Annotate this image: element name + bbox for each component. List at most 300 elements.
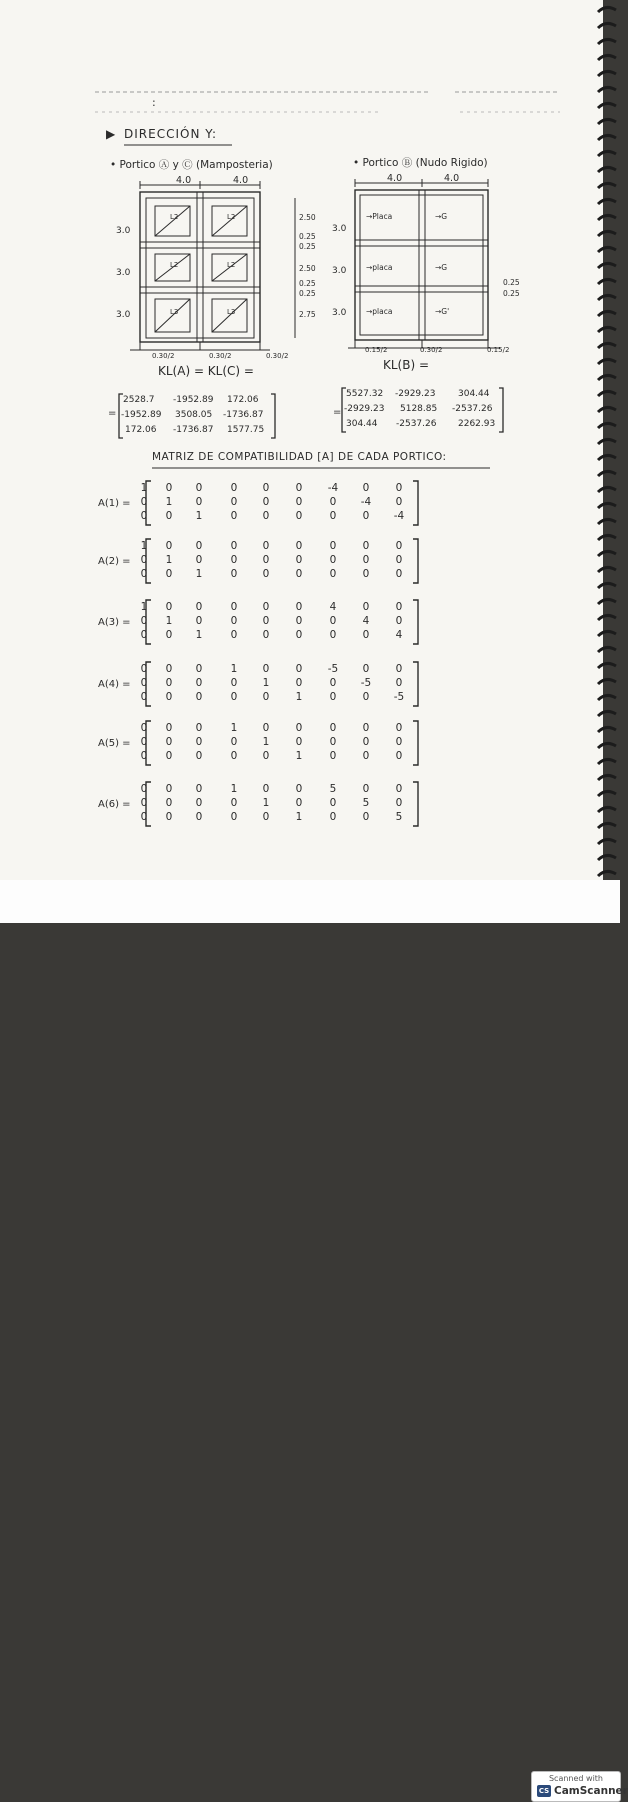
- matrix-cell: 0: [195, 750, 203, 762]
- matrix-cell: 0: [395, 568, 403, 580]
- k-right-cell: -2929.23: [344, 404, 385, 414]
- matrix-cell: 0: [295, 629, 303, 641]
- heading-arrow-icon: ▶: [106, 127, 116, 141]
- left-height-dim-1: 3.0: [116, 226, 131, 236]
- spiral-coil: [598, 151, 616, 156]
- left-bottom-dim-2: 0.30/2: [209, 352, 232, 360]
- matrix-cell: 1: [230, 783, 238, 795]
- matrix-cell: 1: [230, 722, 238, 734]
- matrix-cell: 0: [362, 554, 370, 566]
- matrix-label: A(2) =: [98, 556, 131, 567]
- left-frame-caption: • Portico Ⓐ y Ⓒ (Mamposteria): [110, 159, 273, 171]
- matrix-cell: 0: [165, 482, 173, 494]
- matrix-cell: 0: [165, 568, 173, 580]
- matrix-cell: 0: [140, 736, 148, 748]
- spiral-coil: [598, 199, 616, 204]
- matrix-cell: 1: [165, 496, 173, 508]
- matrix-cell: 0: [262, 568, 270, 580]
- matrix-cell: 0: [195, 554, 203, 566]
- k-right-cell: -2537.26: [396, 419, 437, 429]
- matrix-cell: 0: [165, 510, 173, 522]
- matrix-cell: 0: [395, 496, 403, 508]
- matrix-label: A(5) =: [98, 738, 131, 749]
- k-left-cell: -1952.89: [121, 410, 162, 420]
- matrix-cell: 0: [140, 629, 148, 641]
- matrix-cell: 0: [230, 496, 238, 508]
- left-panel-label-4: L2: [227, 261, 236, 269]
- left-panel-label-6: L3: [227, 308, 236, 316]
- matrix-cell: -5: [393, 691, 405, 703]
- matrix-cell: 0: [295, 601, 303, 613]
- spiral-coil: [598, 551, 616, 556]
- spiral-coil: [598, 343, 616, 348]
- watermark-line2: CamScanner: [554, 1785, 628, 1797]
- right-panel-label-1: →Placa: [366, 212, 393, 221]
- matrix-cell: 0: [140, 554, 148, 566]
- left-right-dim-3: 0.25: [299, 242, 316, 251]
- matrix-cell: 0: [230, 629, 238, 641]
- spiral-coil: [598, 23, 616, 28]
- spiral-coil: [598, 87, 616, 92]
- spiral-coil: [598, 455, 616, 460]
- margin-marker: :: [152, 96, 156, 109]
- spiral-coil: [598, 439, 616, 444]
- k-right-cell: 5128.85: [400, 404, 438, 414]
- spiral-coil: [598, 247, 616, 252]
- spiral-coil: [598, 711, 616, 716]
- spiral-coil: [598, 263, 616, 268]
- matrix-cell: 0: [295, 615, 303, 627]
- matrix-cell: -4: [393, 510, 405, 522]
- right-right-dim-2: 0.25: [503, 289, 520, 298]
- matrix-cell: 0: [329, 496, 337, 508]
- spiral-coil: [598, 871, 616, 876]
- matrix-cell: 0: [262, 540, 270, 552]
- matrix-cell: 0: [195, 811, 203, 823]
- matrix-label: A(1) =: [98, 498, 131, 509]
- left-right-dim-1: 2.50: [299, 213, 316, 222]
- matrix-cell: 0: [195, 691, 203, 703]
- left-bottom-dim-3: 0.30/2: [266, 352, 289, 360]
- matrix-cell: 0: [362, 482, 370, 494]
- matrix-cell: 0: [362, 736, 370, 748]
- left-panel-label-2: L2: [227, 213, 236, 221]
- k-left-cell: -1736.87: [173, 425, 214, 435]
- left-frame-diagram: [100, 170, 315, 370]
- matrix-cell: 0: [362, 629, 370, 641]
- matrix-cell: 0: [329, 677, 337, 689]
- matrix-cell: 1: [262, 677, 270, 689]
- matrix-cell: 0: [262, 783, 270, 795]
- matrix-cell: 0: [395, 783, 403, 795]
- matrix-cell: 0: [195, 722, 203, 734]
- right-height-dim-3: 3.0: [332, 308, 347, 318]
- spiral-coil: [598, 695, 616, 700]
- left-top-dim-2: 4.0: [233, 175, 249, 186]
- matrix-cell: 0: [329, 736, 337, 748]
- k-right-cell: 304.44: [458, 389, 490, 399]
- spiral-coil: [598, 471, 616, 476]
- matrix-cell: 0: [262, 722, 270, 734]
- spiral-coil: [598, 167, 616, 172]
- left-right-dim-6: 0.25: [299, 289, 316, 298]
- matrix-cell: 0: [230, 736, 238, 748]
- matrix-cell: 0: [262, 811, 270, 823]
- spiral-coil: [598, 775, 616, 780]
- matrix-cell: 0: [329, 722, 337, 734]
- matrix-cell: 0: [262, 510, 270, 522]
- matrix-cell: 1: [295, 750, 303, 762]
- matrix-cell: 0: [230, 677, 238, 689]
- spiral-coil: [598, 535, 616, 540]
- matrix-cell: 0: [295, 510, 303, 522]
- spiral-coil: [598, 567, 616, 572]
- matrix-cell: 5: [362, 797, 370, 809]
- matrix-a-2: [0, 536, 440, 586]
- matrix-cell: 0: [195, 677, 203, 689]
- matrix-cell: 0: [195, 663, 203, 675]
- right-bottom-dim-2: 0.30/2: [420, 346, 443, 354]
- left-panel-label-5: L3: [170, 308, 179, 316]
- matrix-cell: 0: [329, 615, 337, 627]
- spiral-coil: [598, 311, 616, 316]
- spiral-coil: [598, 519, 616, 524]
- matrix-cell: 0: [195, 615, 203, 627]
- matrix-cell: 0: [395, 677, 403, 689]
- matrix-cell: 0: [329, 568, 337, 580]
- spiral-coil: [598, 503, 616, 508]
- spiral-coil: [598, 71, 616, 76]
- k-right-cell: -2537.26: [452, 404, 493, 414]
- matrix-cell: 0: [195, 496, 203, 508]
- spiral-coil: [598, 423, 616, 428]
- spiral-coil: [598, 823, 616, 828]
- matrix-cell: 0: [140, 568, 148, 580]
- k-right-matrix: [340, 386, 505, 434]
- compatibility-title: MATRIZ DE COMPATIBILIDAD [A] DE CADA PORTICO:: [152, 451, 447, 463]
- k-left-cell: 1577.75: [227, 425, 265, 435]
- k-left-cell: -1736.87: [223, 410, 264, 420]
- left-right-dim-4: 2.50: [299, 264, 316, 273]
- matrix-cell: 0: [329, 540, 337, 552]
- right-bottom-dim-1: 0.15/2: [365, 346, 388, 354]
- matrix-cell: 0: [362, 540, 370, 552]
- matrix-cell: 0: [362, 601, 370, 613]
- matrix-cell: 0: [329, 811, 337, 823]
- spiral-coil: [598, 679, 616, 684]
- right-panel-label-5: →placa: [366, 307, 393, 316]
- right-panel-label-6: →G': [435, 307, 450, 316]
- matrix-cell: 0: [395, 736, 403, 748]
- spiral-coil: [598, 487, 616, 492]
- matrix-cell: 0: [230, 691, 238, 703]
- matrix-cell: 0: [230, 540, 238, 552]
- matrix-cell: 0: [395, 601, 403, 613]
- matrix-cell: 1: [295, 811, 303, 823]
- left-height-dim-3: 3.0: [116, 310, 131, 320]
- k-right-cell: -2929.23: [395, 389, 436, 399]
- matrix-cell: 0: [165, 750, 173, 762]
- spiral-coil: [598, 727, 616, 732]
- right-height-dim-1: 3.0: [332, 224, 347, 234]
- matrix-cell: 0: [262, 691, 270, 703]
- spiral-coil: [598, 231, 616, 236]
- matrix-cell: 0: [295, 677, 303, 689]
- matrix-cell: 0: [230, 601, 238, 613]
- matrix-cell: 0: [329, 629, 337, 641]
- matrix-cell: 0: [329, 510, 337, 522]
- left-panel-label-1: L2: [170, 213, 179, 221]
- matrix-cell: 0: [295, 554, 303, 566]
- matrix-cell: 1: [262, 797, 270, 809]
- k-left-matrix: [117, 392, 277, 440]
- right-frame-caption: • Portico Ⓑ (Nudo Rigido): [353, 157, 488, 169]
- matrix-cell: 0: [362, 568, 370, 580]
- matrix-cell: 0: [295, 496, 303, 508]
- matrix-cell: 0: [329, 691, 337, 703]
- spiral-coil: [598, 855, 616, 860]
- matrix-cell: 0: [295, 722, 303, 734]
- camscanner-watermark: [531, 1771, 628, 1802]
- matrix-cell: 1: [140, 482, 148, 494]
- k-left-cell: 172.06: [227, 395, 259, 405]
- matrix-cell: 0: [295, 568, 303, 580]
- matrix-cell: -5: [327, 663, 339, 675]
- matrix-cell: -4: [327, 482, 339, 494]
- matrix-cell: 1: [195, 510, 203, 522]
- matrix-cell: 0: [165, 629, 173, 641]
- matrix-cell: 0: [395, 615, 403, 627]
- spiral-coil: [598, 615, 616, 620]
- matrix-cell: 0: [295, 783, 303, 795]
- spiral-coil: [598, 647, 616, 652]
- right-panel-label-4: →G: [435, 263, 448, 272]
- spiral-coil: [598, 327, 616, 332]
- matrix-a-5: [0, 718, 440, 768]
- matrix-cell: 1: [295, 691, 303, 703]
- spiral-coil: [598, 135, 616, 140]
- k-left-cell: -1952.89: [173, 395, 214, 405]
- k-right-equals: =: [333, 407, 342, 418]
- matrix-cell: 0: [140, 750, 148, 762]
- right-top-dim-1: 4.0: [387, 173, 403, 184]
- spiral-coil: [598, 119, 616, 124]
- matrix-cell: 0: [230, 615, 238, 627]
- spiral-coil: [598, 743, 616, 748]
- matrix-cell: 0: [295, 540, 303, 552]
- matrix-cell: 0: [195, 540, 203, 552]
- spiral-coil: [598, 759, 616, 764]
- matrix-cell: 0: [230, 510, 238, 522]
- matrix-cell: 0: [140, 496, 148, 508]
- spiral-coil: [598, 183, 616, 188]
- left-right-dim-2: 0.25: [299, 232, 316, 241]
- matrix-cell: 5: [329, 783, 337, 795]
- matrix-cell: 0: [395, 722, 403, 734]
- matrix-a-1: [0, 478, 440, 528]
- matrix-cell: 0: [165, 811, 173, 823]
- left-bottom-dim-1: 0.30/2: [152, 352, 175, 360]
- matrix-cell: 0: [165, 601, 173, 613]
- matrix-cell: 0: [262, 496, 270, 508]
- matrix-cell: 0: [165, 722, 173, 734]
- matrix-cell: 0: [165, 783, 173, 795]
- spiral-coil: [598, 631, 616, 636]
- matrix-cell: 0: [140, 663, 148, 675]
- matrix-cell: 0: [165, 540, 173, 552]
- matrix-cell: 0: [329, 797, 337, 809]
- spiral-coil: [598, 39, 616, 44]
- matrix-cell: 0: [362, 811, 370, 823]
- k-left-cell: 172.06: [125, 425, 157, 435]
- matrix-cell: 4: [329, 601, 337, 613]
- matrix-cell: 0: [195, 601, 203, 613]
- matrix-cell: 0: [230, 750, 238, 762]
- matrix-cell: 0: [395, 540, 403, 552]
- matrix-cell: 0: [362, 663, 370, 675]
- spiral-coil: [598, 55, 616, 60]
- spiral-coil: [598, 359, 616, 364]
- left-top-dim-1: 4.0: [176, 175, 192, 186]
- k-left-equals: =: [108, 408, 117, 419]
- matrix-cell: 0: [165, 691, 173, 703]
- matrix-cell: 0: [362, 750, 370, 762]
- matrix-cell: 1: [230, 663, 238, 675]
- matrix-cell: 0: [362, 691, 370, 703]
- matrix-cell: 0: [362, 722, 370, 734]
- spiral-coil: [598, 663, 616, 668]
- matrix-cell: 0: [295, 797, 303, 809]
- matrix-cell: 0: [295, 663, 303, 675]
- k-right-cell: 5527.32: [346, 389, 384, 399]
- matrix-cell: 0: [195, 797, 203, 809]
- matrix-cell: 0: [395, 663, 403, 675]
- matrix-a-3: [0, 597, 440, 647]
- k-left-cell: 3508.05: [175, 410, 213, 420]
- matrix-cell: 0: [395, 482, 403, 494]
- matrix-cell: 0: [165, 677, 173, 689]
- compatibility-underline: [152, 466, 492, 470]
- matrix-cell: 0: [140, 722, 148, 734]
- matrix-cell: 0: [230, 482, 238, 494]
- header-rules: [0, 0, 603, 130]
- matrix-cell: 1: [165, 554, 173, 566]
- right-k-label: KL(B) =: [383, 358, 430, 372]
- left-right-dim-7: 2.75: [299, 310, 316, 319]
- matrix-cell: 0: [295, 736, 303, 748]
- matrix-cell: 0: [140, 510, 148, 522]
- matrix-cell: 0: [262, 615, 270, 627]
- k-left-cell: 2528.7: [123, 395, 155, 405]
- spiral-coil: [598, 583, 616, 588]
- matrix-cell: 0: [262, 554, 270, 566]
- camscanner-logo-icon: CS: [538, 1787, 550, 1795]
- spiral-coil: [598, 599, 616, 604]
- matrix-cell: 0: [195, 783, 203, 795]
- matrix-cell: 0: [262, 482, 270, 494]
- k-right-cell: 2262.93: [458, 419, 496, 429]
- matrix-cell: 0: [329, 554, 337, 566]
- watermark-line1: Scanned with: [548, 1774, 604, 1783]
- matrix-cell: 0: [140, 811, 148, 823]
- matrix-cell: 4: [395, 629, 403, 641]
- matrix-cell: -4: [360, 496, 372, 508]
- heading-underline: [124, 143, 234, 147]
- left-panel-label-3: L2: [170, 261, 179, 269]
- matrix-cell: 0: [140, 615, 148, 627]
- matrix-cell: 0: [195, 482, 203, 494]
- matrix-cell: 0: [329, 750, 337, 762]
- matrix-cell: 1: [262, 736, 270, 748]
- right-top-dim-2: 4.0: [444, 173, 460, 184]
- spiral-coil: [598, 807, 616, 812]
- right-right-dim-1: 0.25: [503, 278, 520, 287]
- matrix-cell: 1: [140, 540, 148, 552]
- matrix-cell: 0: [165, 797, 173, 809]
- matrix-cell: 0: [230, 797, 238, 809]
- right-panel-label-2: →G: [435, 212, 448, 221]
- matrix-cell: 0: [262, 663, 270, 675]
- matrix-cell: 0: [262, 750, 270, 762]
- spiral-coil: [598, 295, 616, 300]
- matrix-cell: 1: [140, 601, 148, 613]
- spiral-coil: [598, 791, 616, 796]
- matrix-cell: 0: [195, 736, 203, 748]
- notebook-page: [0, 0, 603, 880]
- matrix-cell: 0: [395, 750, 403, 762]
- k-right-cell: 304.44: [346, 419, 378, 429]
- matrix-cell: 0: [362, 510, 370, 522]
- matrix-cell: 0: [262, 629, 270, 641]
- matrix-cell: 0: [395, 554, 403, 566]
- matrix-cell: 0: [140, 677, 148, 689]
- matrix-cell: 4: [362, 615, 370, 627]
- matrix-cell: 0: [140, 783, 148, 795]
- spiral-coil: [598, 839, 616, 844]
- matrix-label: A(6) =: [98, 799, 131, 810]
- matrix-cell: 0: [140, 691, 148, 703]
- matrix-cell: 1: [195, 629, 203, 641]
- right-panel-label-3: →placa: [366, 263, 393, 272]
- matrix-cell: 0: [230, 568, 238, 580]
- right-bottom-dim-3: 0.15/2: [487, 346, 510, 354]
- spiral-coil: [598, 407, 616, 412]
- right-height-dim-2: 3.0: [332, 266, 347, 276]
- matrix-cell: 0: [230, 554, 238, 566]
- spiral-coil: [598, 103, 616, 108]
- matrix-cell: 0: [165, 736, 173, 748]
- left-height-dim-2: 3.0: [116, 268, 131, 278]
- matrix-cell: -5: [360, 677, 372, 689]
- scanner-footer: [0, 880, 628, 1797]
- matrix-label: A(4) =: [98, 679, 131, 690]
- matrix-cell: 0: [362, 783, 370, 795]
- matrix-cell: 1: [195, 568, 203, 580]
- matrix-cell: 0: [230, 811, 238, 823]
- matrix-cell: 0: [395, 797, 403, 809]
- matrix-cell: 0: [262, 601, 270, 613]
- spiral-binding: [594, 0, 620, 880]
- matrix-cell: 5: [395, 811, 403, 823]
- spiral-coil: [598, 7, 616, 12]
- spiral-coil: [598, 375, 616, 380]
- section-heading: DIRECCIÓN Y:: [124, 127, 218, 141]
- left-right-dim-5: 0.25: [299, 279, 316, 288]
- matrix-a-4: [0, 659, 440, 709]
- spiral-coil: [598, 215, 616, 220]
- matrix-cell: 1: [165, 615, 173, 627]
- spiral-coil: [598, 391, 616, 396]
